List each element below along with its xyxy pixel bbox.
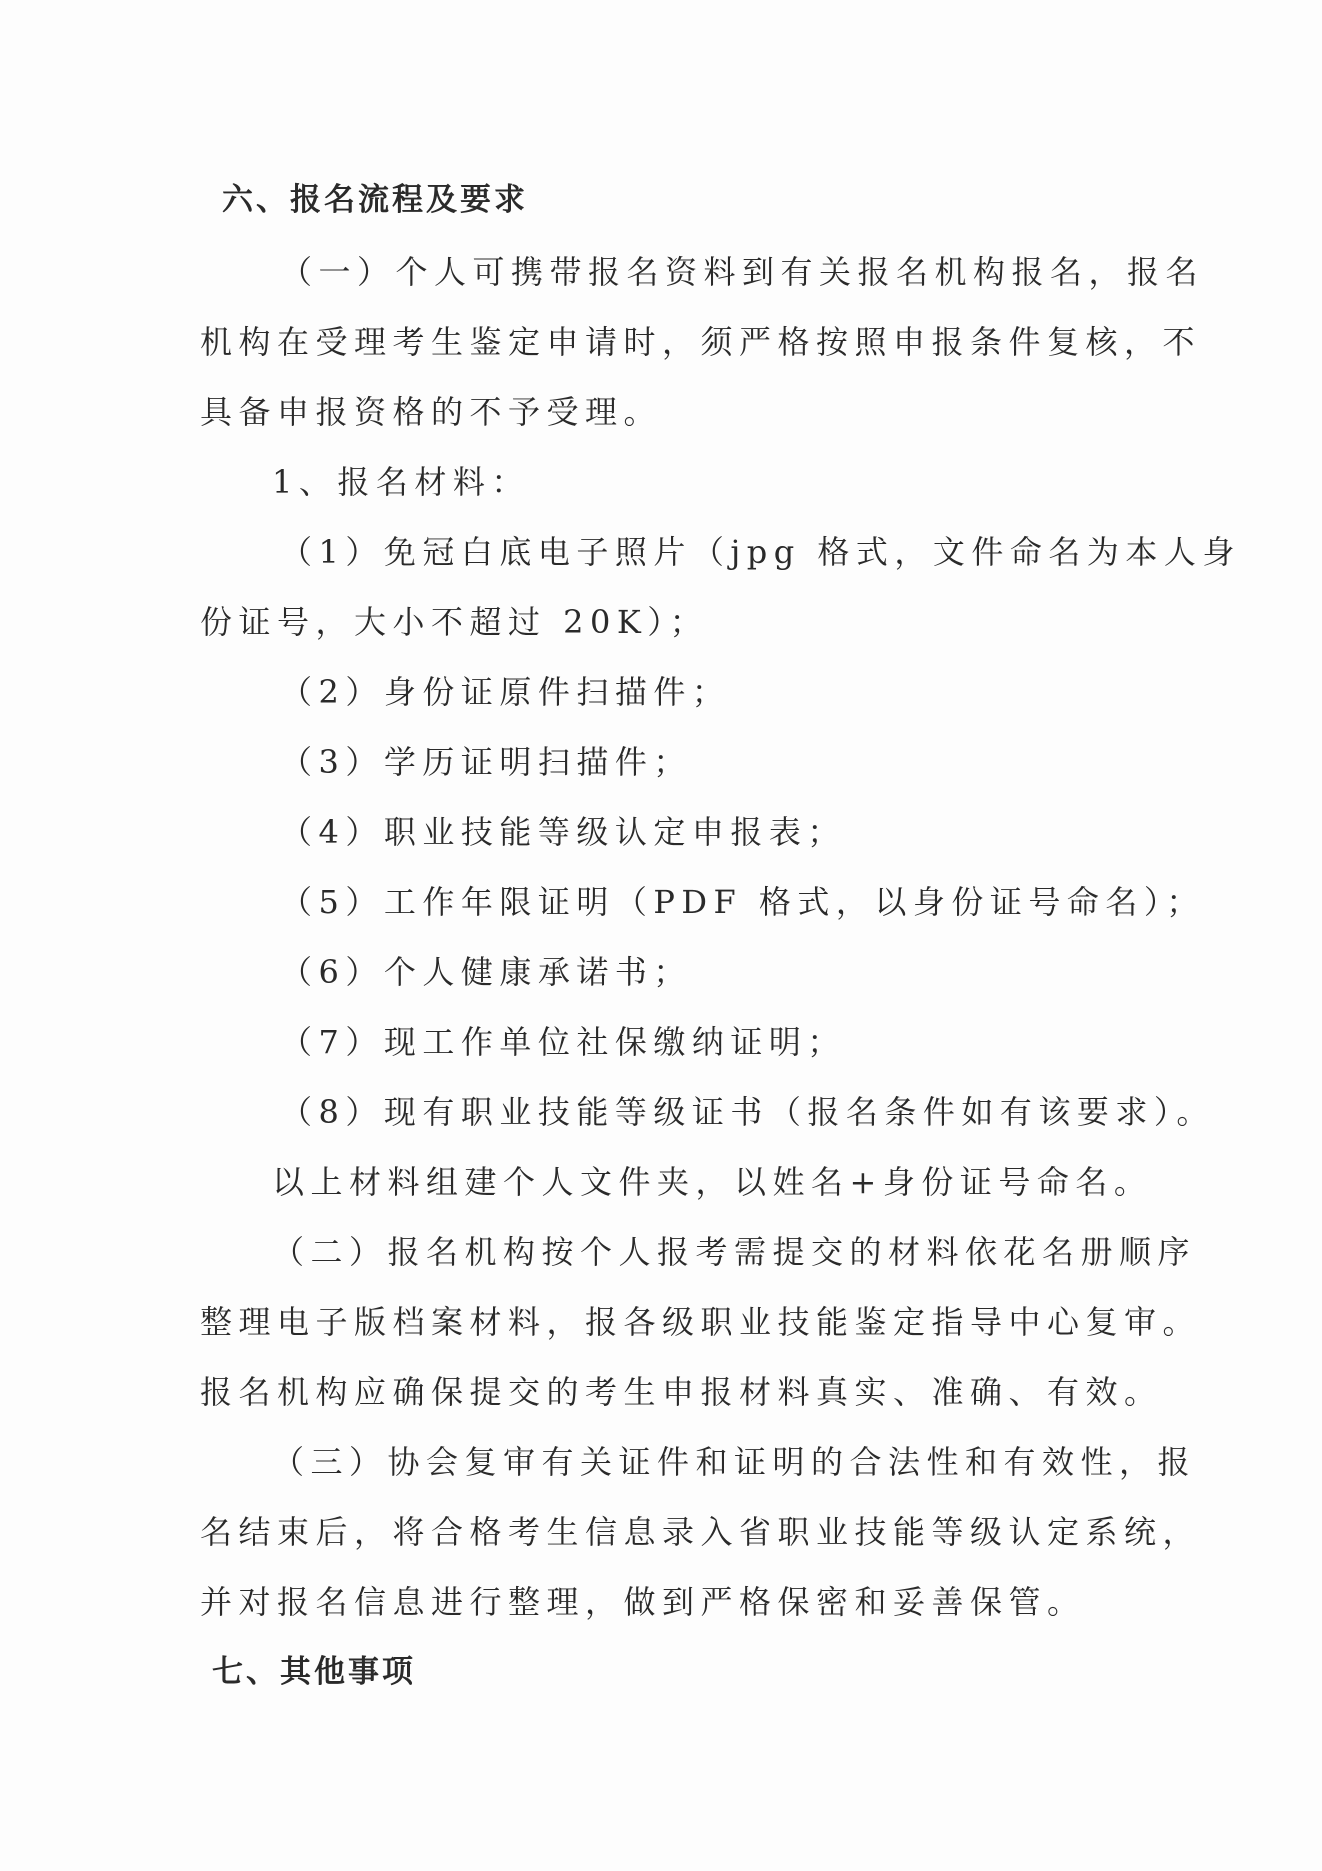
paragraph-2-line-3: 报名机构应确保提交的考生申报材料真实、准确、有效。 bbox=[200, 1373, 1163, 1411]
paragraph-3-line-3: 并对报名信息进行整理，做到严格保密和妥善保管。 bbox=[200, 1583, 1086, 1621]
material-item-1-line-2: 份证号，大小不超过 20K）； bbox=[200, 603, 709, 641]
materials-note: 以上材料组建个人文件夹，以姓名+身份证号命名。 bbox=[272, 1163, 1153, 1201]
paragraph-1-line-1: （一）个人可携带报名资料到有关报名机构报名，报名 bbox=[280, 253, 1205, 291]
section-heading-registration: 六、报名流程及要求 bbox=[222, 182, 528, 218]
material-item-4: （4）职业技能等级认定申报表； bbox=[280, 813, 846, 851]
material-item-8: （8）现有职业技能等级证书（报名条件如有该要求）。 bbox=[280, 1093, 1215, 1131]
paragraph-1-line-2: 机构在受理考生鉴定申请时，须严格按照申报条件复核，不 bbox=[200, 323, 1202, 361]
section-heading-other-matters: 七、其他事项 bbox=[212, 1654, 416, 1690]
paragraph-1-line-3: 具备申报资格的不予受理。 bbox=[200, 393, 663, 431]
material-item-2: （2）身份证原件扫描件； bbox=[280, 673, 731, 711]
materials-title: 1、报名材料： bbox=[272, 463, 530, 501]
paragraph-3-line-1: （三）协会复审有关证件和证明的合法性和有效性，报 bbox=[272, 1443, 1197, 1481]
material-item-7: （7）现工作单位社保缴纳证明； bbox=[280, 1023, 846, 1061]
material-item-1-line-1: （1）免冠白底电子照片（jpg 格式，文件命名为本人身 bbox=[280, 533, 1241, 571]
material-item-3: （3）学历证明扫描件； bbox=[280, 743, 692, 781]
paragraph-2-line-2: 整理电子版档案材料，报各级职业技能鉴定指导中心复审。 bbox=[200, 1303, 1202, 1341]
material-item-5: （5）工作年限证明（PDF 格式，以身份证号命名）； bbox=[280, 883, 1205, 921]
material-item-6: （6）个人健康承诺书； bbox=[280, 953, 692, 991]
paragraph-3-line-2: 名结束后，将合格考生信息录入省职业技能等级认定系统， bbox=[200, 1513, 1202, 1551]
paragraph-2-line-1: （二）报名机构按个人报考需提交的材料依花名册顺序 bbox=[272, 1233, 1197, 1271]
